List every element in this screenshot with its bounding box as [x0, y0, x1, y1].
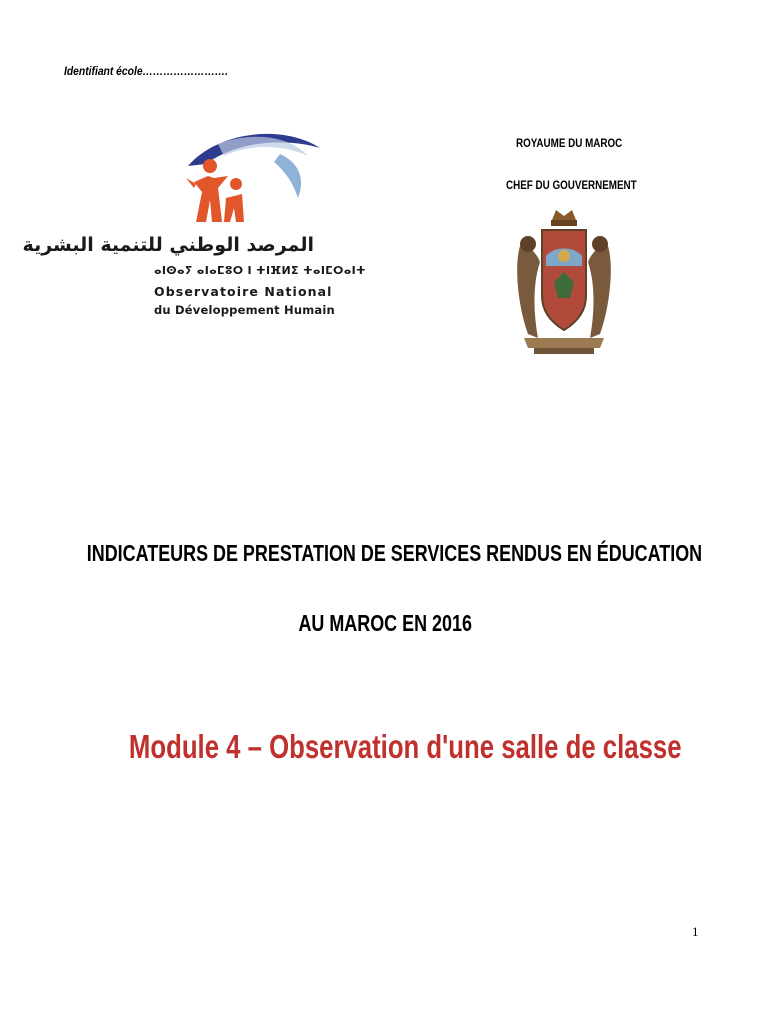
ondh-arabic-name: المرصد الوطني للتنمية البشرية: [22, 234, 314, 256]
moroccan-coat-of-arms-icon: [514, 206, 614, 356]
ondh-name-line2: du Développement Humain: [154, 303, 335, 317]
ondh-swoosh-icon: [148, 126, 348, 236]
government-label: CHEF DU GOUVERNEMENT: [506, 178, 637, 192]
ondh-logo: [22, 126, 366, 331]
report-title-line1: INDICATEURS DE PRESTATION DE SERVICES RENDUS EN ÉDUCATION: [86, 540, 703, 566]
ondh-tifinagh-name: ⴰⵏⵙⴰⵢ ⴰⵏⴰⵎⵓⵔ ⵏ ⵜⵏⴼⵍⵉ ⵜⴰⵏⵎⵔⴰⵏⵜ: [154, 264, 366, 277]
page-number: 1: [692, 924, 699, 939]
school-id-label: Identifiant école…………………….: [64, 64, 228, 78]
kingdom-label: ROYAUME DU MAROC: [516, 136, 623, 150]
module-title: Module 4 – Observation d'une salle de classe: [128, 728, 682, 765]
report-title-line2: AU MAROC EN 2016: [298, 610, 472, 636]
ondh-name-line1: Observatoire National: [154, 284, 333, 299]
